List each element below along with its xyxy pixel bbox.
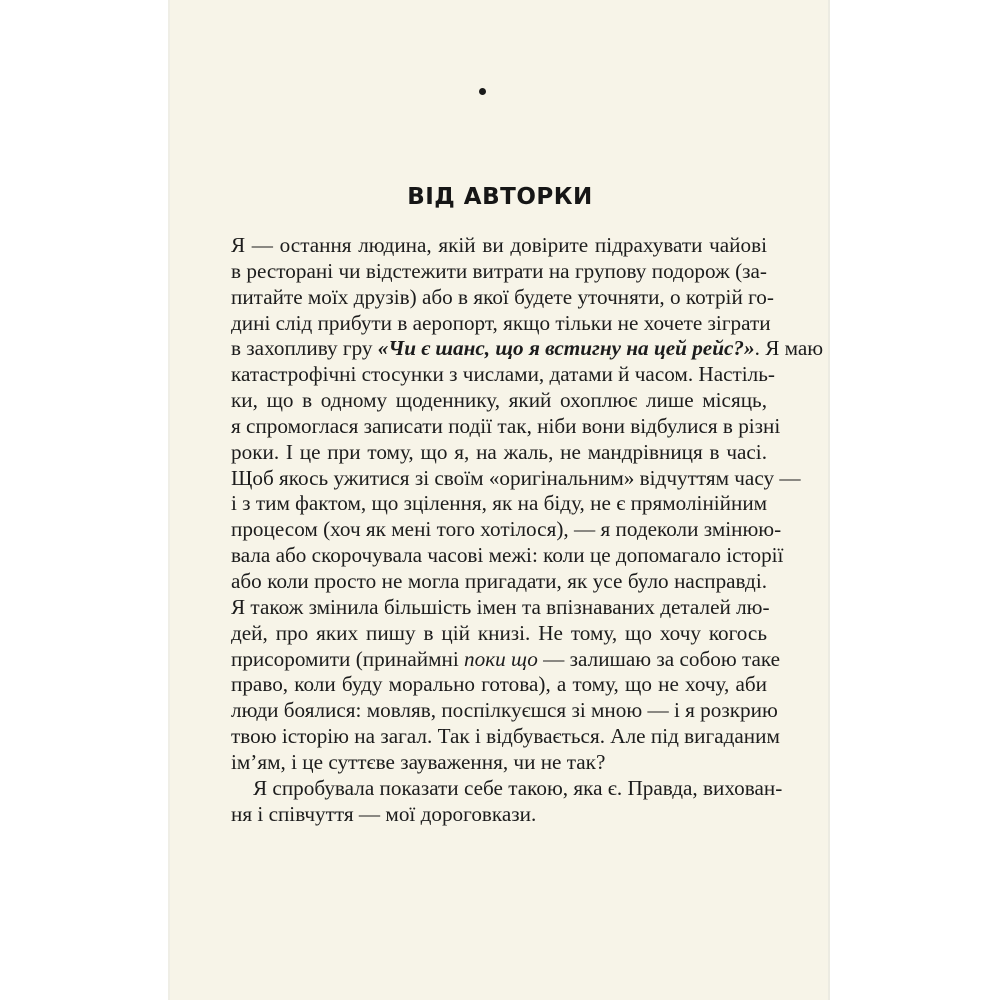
- text-line: [231, 724, 780, 750]
- text-line: [231, 775, 783, 802]
- text-segment: дей, про яких пишу в цій книзі. Не тому, що хочу когось: [231, 620, 767, 645]
- text-line: [231, 284, 774, 311]
- text-line: [231, 594, 770, 621]
- text-line: [231, 310, 771, 337]
- emphasis-text: «Чи є шанс, що я встигну на цей рейс?»: [377, 336, 755, 361]
- text-segment: питайте моїх друзів) або в якої будете уточняти, о котрій го-: [231, 284, 774, 309]
- text-segment: або коли просто не могла пригадати, як усе було насправді.: [231, 568, 767, 593]
- text-segment: — залишаю за собою таке: [537, 646, 781, 671]
- text-line: [231, 259, 767, 285]
- text-segment: Я спробувала показати себе такою, яка є. Правда, вихован-: [253, 775, 783, 800]
- text-segment: Щоб якось ужитися зі своїм «оригінальним» відчуттям часу —: [231, 465, 801, 490]
- text-line: [231, 362, 775, 388]
- text-segment: дині слід прибути в аеропорт, якщо тільки не хочете зіграти: [231, 310, 771, 335]
- text-line: [231, 388, 767, 414]
- body-text: [231, 233, 824, 827]
- text-line: [231, 569, 767, 595]
- text-line: [231, 543, 784, 569]
- text-segment: Я також змінила більшість імен та впізнаваних деталей лю-: [231, 594, 770, 619]
- chapter-heading: ВІД АВТОРКИ: [407, 184, 593, 210]
- text-line: [231, 672, 767, 698]
- text-segment: Я — остання людина, якій ви довірите підрахувати чайові: [231, 233, 767, 257]
- text-segment: ім’ям, і це суттєве зауваження, чи не так?: [231, 749, 606, 774]
- text-line: [231, 517, 782, 543]
- text-segment: право, коли буду морально готова), а тому, що не хочу, аби: [231, 672, 767, 697]
- text-line: [231, 750, 767, 776]
- text-segment: в ресторані чи відстежити витрати на групову подорож (за-: [231, 258, 767, 283]
- text-segment: твою історію на загал. Так і відбувається. Але під вигаданим: [231, 724, 780, 749]
- text-line: [231, 621, 767, 647]
- text-segment: ня і співчуття — мої дороговкази.: [231, 801, 537, 826]
- text-segment: ки, що в одному щоденнику, який охоплює лише місяць,: [231, 388, 767, 413]
- text-segment: я спромоглася записати події так, ніби вони відбулися в різні: [231, 413, 781, 438]
- text-segment: в захопливу гру: [231, 336, 378, 361]
- text-segment: люди боялися: мовляв, поспілкуєшся зі мною — і я розкрию: [231, 698, 778, 723]
- text-line: [231, 233, 767, 259]
- text-line: [231, 440, 767, 466]
- text-segment: процесом (хоч як мені того хотілося), — я подеколи змінюю-: [231, 517, 782, 542]
- text-segment: вала або скорочувала часові межі: коли це допомагало історії: [231, 543, 784, 568]
- text-line: [231, 698, 778, 724]
- text-segment: . Я маю: [754, 336, 824, 361]
- text-segment: присоромити (принаймні: [231, 646, 465, 671]
- text-line: [231, 465, 801, 492]
- text-segment: роки. І це при тому, що я, на жаль, не мандрівниця в часі.: [231, 439, 767, 464]
- text-segment: і з тим фактом, що зцілення, як на біду, не є прямолінійним: [231, 491, 768, 516]
- text-line: [231, 491, 767, 517]
- text-line: [231, 802, 767, 828]
- text-segment: катастрофічні стосунки з числами, датами й часом. Настіль-: [231, 362, 775, 387]
- ornament-dot: [479, 88, 486, 95]
- emphasis-text: поки що: [464, 646, 538, 671]
- text-line: [231, 336, 824, 362]
- emphasis-text: [378, 336, 755, 360]
- text-line: [231, 646, 781, 673]
- text-line: [231, 413, 781, 440]
